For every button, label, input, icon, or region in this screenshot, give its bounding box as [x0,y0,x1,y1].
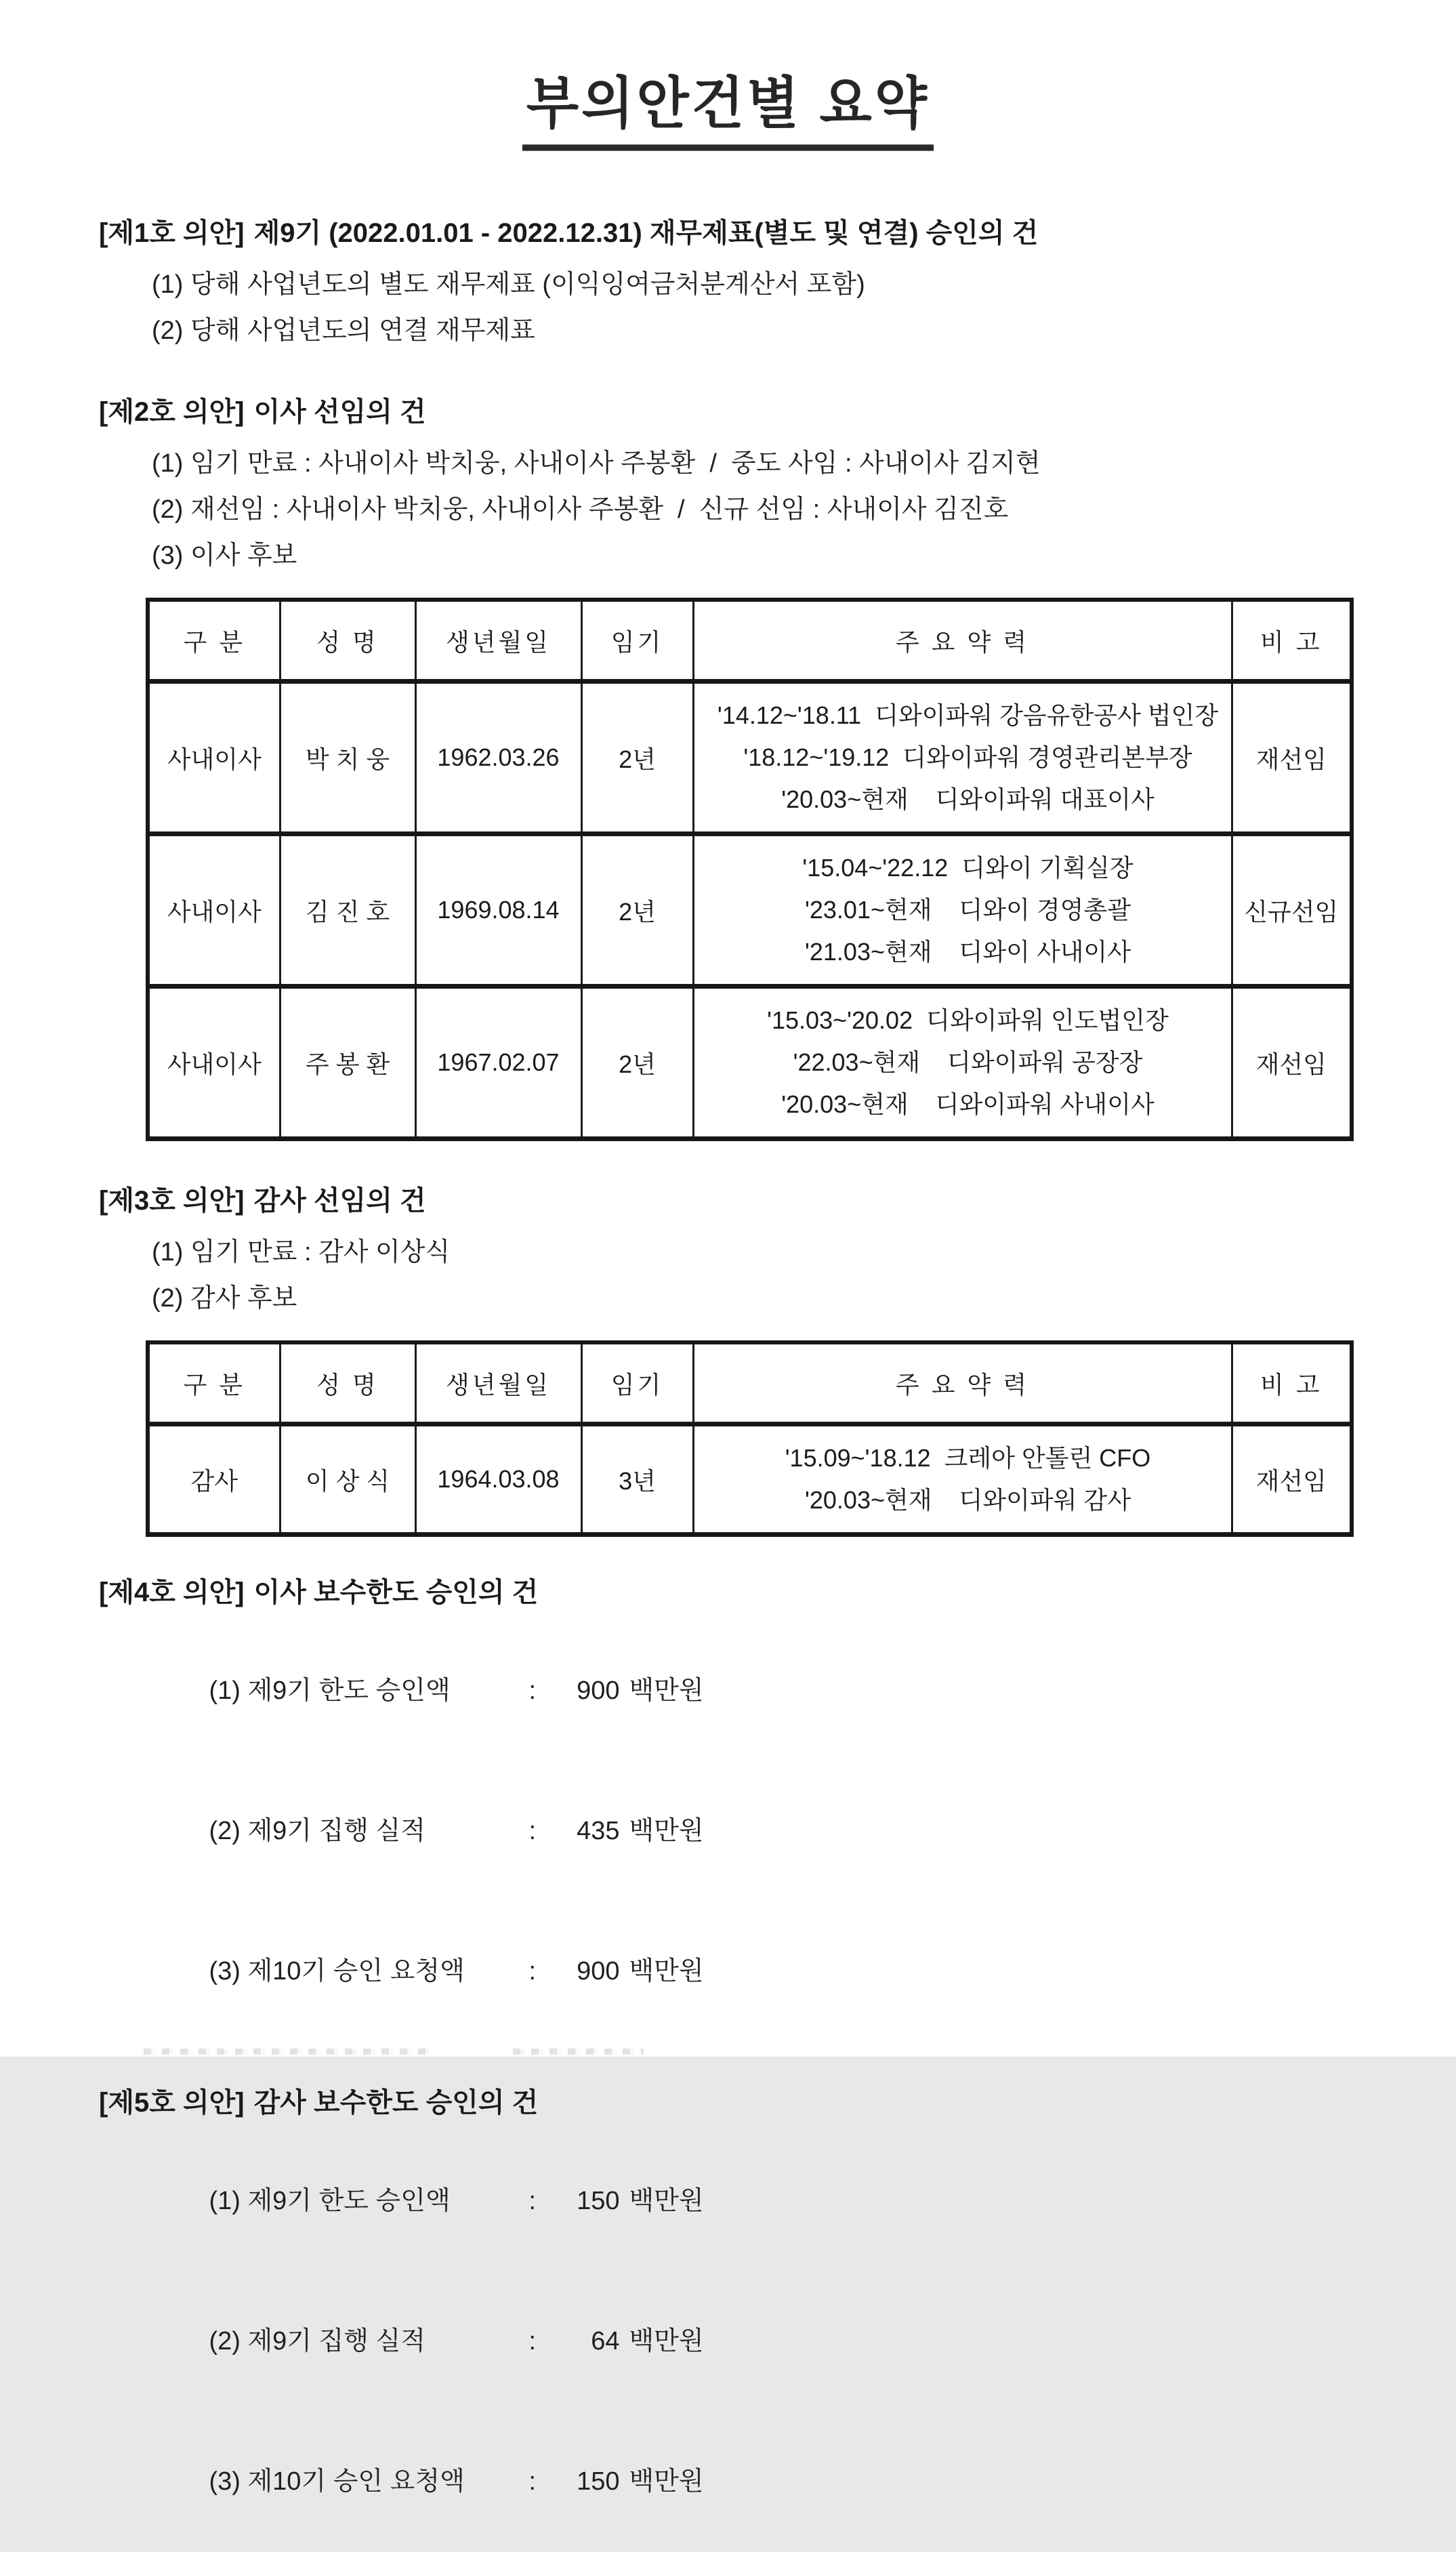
header-name: 성 명 [280,1342,415,1424]
section-items [152,1621,1456,2042]
category-cell: 사내이사 [148,987,280,1139]
agenda-section-2 [99,394,1456,579]
header-category: 구 분 [148,1342,280,1424]
section-label: [제1호 의안] [99,218,245,248]
section-label: [제3호 의안] [99,1186,245,1216]
name-cell: 김 진 호 [280,834,415,987]
section-title: 제9기 (2022.01.01 - 2022.12.31) 재무제표(별도 및 연결) 승인의 건 [253,218,1039,248]
agenda-section-3 [99,1183,1456,1321]
birthdate-cell: 1964.03.08 [415,1424,581,1535]
table-row [148,1424,1352,1535]
amount-label: (2) 제9기 집행 실적 [209,2327,425,2355]
career-line: '15.09~'18.12 크레아 안톨린 CFO [785,1444,1151,1472]
amount-value: 900 [577,1957,620,1985]
section-items [152,440,1456,579]
amount-row [152,2412,1456,2552]
agenda-section-4 [99,1575,1456,2042]
amount-label: (1) 제9기 한도 승인액 [209,2187,451,2215]
category-cell: 사내이사 [148,682,280,834]
career-line: '22.03~현재 디와이파워 공장장 [793,1048,1143,1076]
section-items [152,262,1456,354]
term-cell: 2년 [581,682,693,834]
agenda-section-5 [99,2085,1456,2552]
section-label: [제5호 의안] [99,2088,245,2118]
career-cell [693,987,1232,1139]
career-line: '21.03~현재 디와이 사내이사 [805,938,1131,966]
section-items [152,1229,1456,1321]
category-cell: 감사 [148,1424,280,1535]
header-category: 구 분 [148,600,280,682]
career-cell [693,1424,1232,1535]
agenda-section-1 [99,215,1456,354]
amount-colon: : [528,2467,537,2496]
note-cell: 재선임 [1232,987,1352,1139]
career-cell [693,834,1232,987]
category-cell: 사내이사 [148,834,280,987]
section-heading [99,1575,1456,1610]
amount-colon: : [528,2187,537,2215]
amount-label: (3) 제10기 승인 요청액 [209,2467,465,2496]
director-candidate-table [146,598,1354,1141]
table-row [148,682,1352,834]
career-line: '18.12~'19.12 디와이파워 경영관리본부장 [743,743,1192,771]
section-item: (2) 감사 후보 [152,1284,297,1313]
header-career: 주 요 약 력 [693,1342,1232,1424]
section-title: 감사 선임의 건 [253,1186,426,1216]
career-line: '20.03~현재 디와이파워 감사 [805,1486,1131,1514]
amount-row [152,2271,1456,2412]
term-cell: 2년 [581,834,693,987]
birthdate-cell: 1969.08.14 [415,834,581,987]
amount-colon: : [528,1676,537,1705]
note-cell: 신규선임 [1232,834,1352,987]
amount-colon: : [528,2327,537,2355]
header-term: 임기 [581,1342,693,1424]
section-heading [99,1183,1456,1218]
note-cell: 재선임 [1232,682,1352,834]
page-bottom-scan-artifact [144,2049,429,2055]
header-term: 임기 [581,600,693,682]
amount-colon: : [528,1957,537,1985]
header-name: 성 명 [280,600,415,682]
name-cell: 이 상 식 [280,1424,415,1535]
career-line: '23.01~현재 디와이 경영총괄 [805,896,1131,924]
career-line: '20.03~현재 디와이파워 대표이사 [781,785,1155,813]
header-note: 비 고 [1232,1342,1352,1424]
amount-value: 900 [577,1676,620,1705]
amount-row [152,1621,1456,1761]
amount-label: (3) 제10기 승인 요청액 [209,1957,465,1985]
section-title: 이사 선임의 건 [253,397,426,427]
section-item: (1) 임기 만료 : 사내이사 박치웅, 사내이사 주봉환 / 중도 사임 : 사내이사 김지현 [152,449,1041,478]
amount-value: 150 [577,2187,620,2215]
section-heading [99,394,1456,430]
career-line: '20.03~현재 디와이파워 사내이사 [781,1090,1155,1118]
section-title: 감사 보수한도 승인의 건 [253,2088,539,2118]
career-line: '14.12~'18.11 디와이파워 강음유한공사 법인장 [717,701,1219,729]
section-heading [99,2085,1456,2120]
amount-label: (1) 제9기 한도 승인액 [209,1676,451,1705]
name-cell: 주 봉 환 [280,987,415,1139]
table-row [148,834,1352,987]
section-item: (3) 이사 후보 [152,541,297,570]
birthdate-cell: 1962.03.26 [415,682,581,834]
amount-value: 435 [577,1817,620,1845]
career-cell [693,682,1232,834]
amount-row [152,1761,1456,1901]
auditor-candidate-table [146,1340,1354,1537]
header-birthdate: 생년월일 [415,600,581,682]
amount-value: 64 [591,2327,620,2355]
table-row [148,987,1352,1139]
amount-unit: 백만원 [629,1817,704,1845]
amount-unit: 백만원 [629,2187,704,2215]
section-title: 이사 보수한도 승인의 건 [253,1578,539,1607]
section-item: (2) 당해 사업년도의 연결 재무제표 [152,316,535,345]
section-item: (1) 당해 사업년도의 별도 재무제표 (이익잉여금처분계산서 포함) [152,270,865,299]
header-birthdate: 생년월일 [415,1342,581,1424]
table-header-row [148,1342,1352,1424]
term-cell: 3년 [581,1424,693,1535]
amount-colon: : [528,1817,537,1845]
amount-row [152,2131,1456,2271]
note-cell: 재선임 [1232,1424,1352,1535]
amount-row [152,1901,1456,2042]
section-label: [제2호 의안] [99,397,245,427]
amount-unit: 백만원 [629,2467,704,2496]
career-line: '15.04~'22.12 디와이 기획실장 [802,854,1133,882]
career-line: '15.03~'20.02 디와이파워 인도법인장 [767,1006,1169,1034]
amount-unit: 백만원 [629,2327,704,2355]
name-cell: 박 치 웅 [280,682,415,834]
table-header-row [148,600,1352,682]
term-cell: 2년 [581,987,693,1139]
page-title: 부의안건별 요약 [522,58,934,150]
section-heading [99,215,1456,251]
title-wrap [0,0,1456,149]
birthdate-cell: 1967.02.07 [415,987,581,1139]
page-bottom-scan-artifact [513,2049,644,2055]
section-item: (2) 재선임 : 사내이사 박치웅, 사내이사 주봉환 / 신규 선임 : 사내이사 김진호 [152,495,1009,524]
amount-unit: 백만원 [629,1957,704,1985]
amount-label: (2) 제9기 집행 실적 [209,1817,425,1845]
header-career: 주 요 약 력 [693,600,1232,682]
section-items [152,2131,1456,2552]
section-item: (1) 임기 만료 : 감사 이상식 [152,1238,451,1267]
header-note: 비 고 [1232,600,1352,682]
amount-value: 150 [577,2467,620,2496]
amount-unit: 백만원 [629,1676,704,1705]
section-label: [제4호 의안] [99,1578,245,1607]
